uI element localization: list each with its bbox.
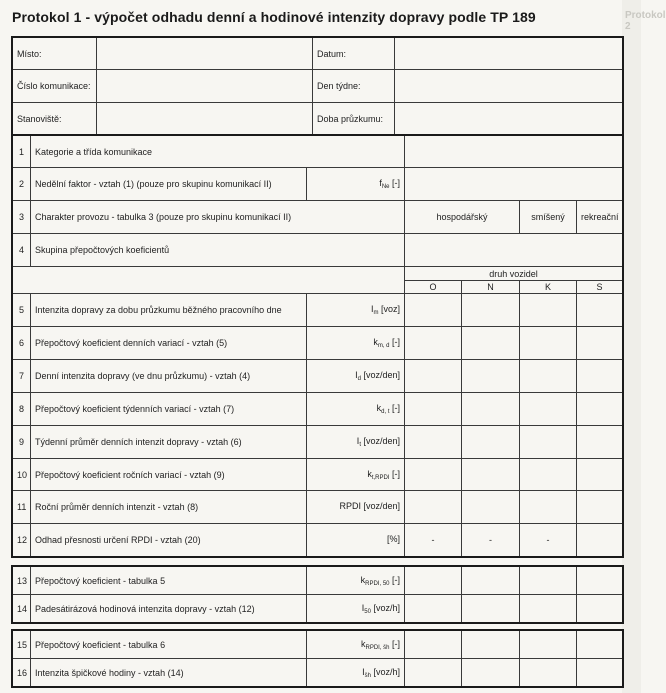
row-4 [13, 234, 623, 267]
row-symbol: RPDI [voz/den] [307, 491, 405, 524]
row-14 [13, 595, 623, 623]
cell-s[interactable] [577, 360, 623, 393]
druh-header-row [13, 267, 623, 281]
row-number: 16 [13, 659, 31, 687]
row-7 [13, 360, 623, 393]
option-rekreacni[interactable]: rekreační [577, 201, 623, 234]
cell-k[interactable] [520, 631, 577, 659]
row-number: 5 [13, 294, 31, 327]
den-label: Den týdne: [313, 70, 395, 103]
row-number: 4 [13, 234, 31, 267]
header-row-stanoviste [13, 103, 623, 135]
row-number: 3 [13, 201, 31, 234]
row-9 [13, 426, 623, 459]
row-input[interactable] [405, 234, 623, 267]
row-3 [13, 201, 623, 234]
druh-vozidel-label: druh vozidel [405, 267, 623, 281]
stanoviste-label: Stanoviště: [13, 103, 97, 135]
cell-o[interactable] [405, 294, 462, 327]
row-number: 6 [13, 327, 31, 360]
cell-o[interactable] [405, 567, 462, 595]
row-15 [13, 631, 623, 659]
cislo-label: Číslo komunikace: [13, 70, 97, 103]
cell-o[interactable] [405, 327, 462, 360]
cell-o[interactable] [405, 595, 462, 623]
row-label: Padesátirázová hodinová intenzita dopravy - vztah (12) [31, 595, 307, 623]
cell-k[interactable] [520, 360, 577, 393]
row-label: Odhad přesnosti určení RPDI - vztah (20) [31, 524, 307, 557]
row-16 [13, 659, 623, 687]
misto-field[interactable] [97, 38, 313, 70]
row-11 [13, 491, 623, 524]
row-label: Týdenní průměr denních intenzit dopravy - vztah (6) [31, 426, 307, 459]
cell-n[interactable] [462, 393, 520, 426]
cell-k[interactable] [520, 426, 577, 459]
row-1 [13, 136, 623, 168]
section-50-table [12, 566, 623, 623]
row-label: Přepočtový koeficient ročních variací - vztah (9) [31, 459, 307, 491]
row-symbol: $I_{50}$ [voz/h] [307, 595, 405, 623]
cell-n[interactable]: - [462, 524, 520, 557]
row-symbol: $I_{šh}$ [voz/h] [307, 659, 405, 687]
row-symbol: $I_t$ [voz/den] [307, 426, 405, 459]
main-table [12, 135, 623, 557]
row-2 [13, 168, 623, 201]
row-symbol: [%] [307, 524, 405, 557]
col-o: O [405, 281, 462, 294]
cell-s[interactable] [577, 524, 623, 557]
header-table [12, 37, 623, 135]
row-symbol: $k_{d, t}$ [-] [307, 393, 405, 426]
cell-s[interactable] [577, 631, 623, 659]
cell-k[interactable] [520, 659, 577, 687]
row-symbol: $I_d$ [voz/den] [307, 360, 405, 393]
cell-n[interactable] [462, 491, 520, 524]
col-s: S [577, 281, 623, 294]
cell-s[interactable] [577, 595, 623, 623]
row-label: Přepočtový koeficient týdenních variací - vztah (7) [31, 393, 307, 426]
datum-field[interactable] [395, 38, 623, 70]
row-symbol: $k_{RPDI, šh}$ [-] [307, 631, 405, 659]
row-number: 11 [13, 491, 31, 524]
header-row-misto [13, 38, 623, 70]
cell-n[interactable] [462, 595, 520, 623]
cell-k[interactable] [520, 294, 577, 327]
row-label: Přepočtový koeficient denních variací - vztah (5) [31, 327, 307, 360]
doba-label: Doba průzkumu: [313, 103, 395, 135]
cell-n[interactable] [462, 459, 520, 491]
cell-s[interactable] [577, 327, 623, 360]
row-10 [13, 459, 623, 491]
row-number: 8 [13, 393, 31, 426]
row-input[interactable] [405, 168, 623, 201]
row-6 [13, 327, 623, 360]
cell-o[interactable] [405, 491, 462, 524]
adjacent-page-edge [622, 0, 641, 693]
row-number: 1 [13, 136, 31, 168]
row-8 [13, 393, 623, 426]
row-label: Kategorie a třída komunikace [31, 136, 405, 168]
row-number: 9 [13, 426, 31, 459]
row-number: 13 [13, 567, 31, 595]
den-field[interactable] [395, 70, 623, 103]
cell-o[interactable]: - [405, 524, 462, 557]
cell-n[interactable] [462, 567, 520, 595]
row-number: 10 [13, 459, 31, 491]
row-number: 14 [13, 595, 31, 623]
row-number: 12 [13, 524, 31, 557]
row-label: Přepočtový koeficient - tabulka 5 [31, 567, 307, 595]
cell-n[interactable] [462, 426, 520, 459]
row-label: Nedělní faktor - vztah (1) (pouze pro skupinu komunikací II) [31, 168, 307, 201]
cell-k[interactable] [520, 393, 577, 426]
cell-s[interactable] [577, 426, 623, 459]
cell-o[interactable] [405, 360, 462, 393]
row-number: 7 [13, 360, 31, 393]
row-label: Přepočtový koeficient - tabulka 6 [31, 631, 307, 659]
cell-o[interactable] [405, 426, 462, 459]
row-number: 2 [13, 168, 31, 201]
row-symbol: $k_{t,RPDI}$ [-] [307, 459, 405, 491]
cell-n[interactable] [462, 631, 520, 659]
druh-blank [13, 267, 405, 294]
cell-s[interactable] [577, 393, 623, 426]
row-symbol: $I_m$ [voz] [307, 294, 405, 327]
misto-label: Místo: [13, 38, 97, 70]
cell-k[interactable] [520, 491, 577, 524]
row-label: Roční průměr denních intenzit - vztah (8) [31, 491, 307, 524]
cell-k[interactable] [520, 327, 577, 360]
col-n: N [462, 281, 520, 294]
datum-label: Datum: [313, 38, 395, 70]
doba-field[interactable] [395, 103, 623, 135]
stanoviste-field[interactable] [97, 103, 313, 135]
cell-k[interactable] [520, 567, 577, 595]
cell-o[interactable] [405, 631, 462, 659]
row-symbol: $f_{Ne}$ [-] [307, 168, 405, 201]
cell-o[interactable] [405, 659, 462, 687]
cell-k[interactable]: - [520, 524, 577, 557]
cell-s[interactable] [577, 567, 623, 595]
row-5 [13, 294, 623, 327]
cell-n[interactable] [462, 327, 520, 360]
cell-s[interactable] [577, 491, 623, 524]
page-title: Protokol 1 - výpočet odhadu denní a hodinové intenzity dopravy podle TP 189 [12, 9, 536, 25]
row-number: 15 [13, 631, 31, 659]
cell-o[interactable] [405, 459, 462, 491]
cell-n[interactable] [462, 659, 520, 687]
cell-k[interactable] [520, 595, 577, 623]
row-13 [13, 567, 623, 595]
section-sh-table [12, 630, 623, 687]
cell-k[interactable] [520, 459, 577, 491]
adjacent-page-title: Protokol 2 [625, 10, 666, 32]
row-symbol: $k_{m, d}$ [-] [307, 327, 405, 360]
option-hospodarsky[interactable]: hospodářský [405, 201, 520, 234]
row-label: Skupina přepočtových koeficientů [31, 234, 405, 267]
row-label: Charakter provozu - tabulka 3 (pouze pro skupinu komunikací II) [31, 201, 405, 234]
cell-s[interactable] [577, 659, 623, 687]
row-12 [13, 524, 623, 557]
row-label: Intenzita dopravy za dobu průzkumu běžného pracovního dne [31, 294, 307, 327]
cell-n[interactable] [462, 360, 520, 393]
cell-n[interactable] [462, 294, 520, 327]
row-label: Intenzita špičkové hodiny - vztah (14) [31, 659, 307, 687]
col-k: K [520, 281, 577, 294]
option-smiseny[interactable]: smíšený [520, 201, 577, 234]
cell-s[interactable] [577, 459, 623, 491]
cell-s[interactable] [577, 294, 623, 327]
cell-o[interactable] [405, 393, 462, 426]
header-row-cislo [13, 70, 623, 103]
row-input[interactable] [405, 136, 623, 168]
cislo-field[interactable] [97, 70, 313, 103]
row-label: Denní intenzita dopravy (ve dnu průzkumu) - vztah (4) [31, 360, 307, 393]
row-symbol: $k_{RPDI, 50}$ [-] [307, 567, 405, 595]
